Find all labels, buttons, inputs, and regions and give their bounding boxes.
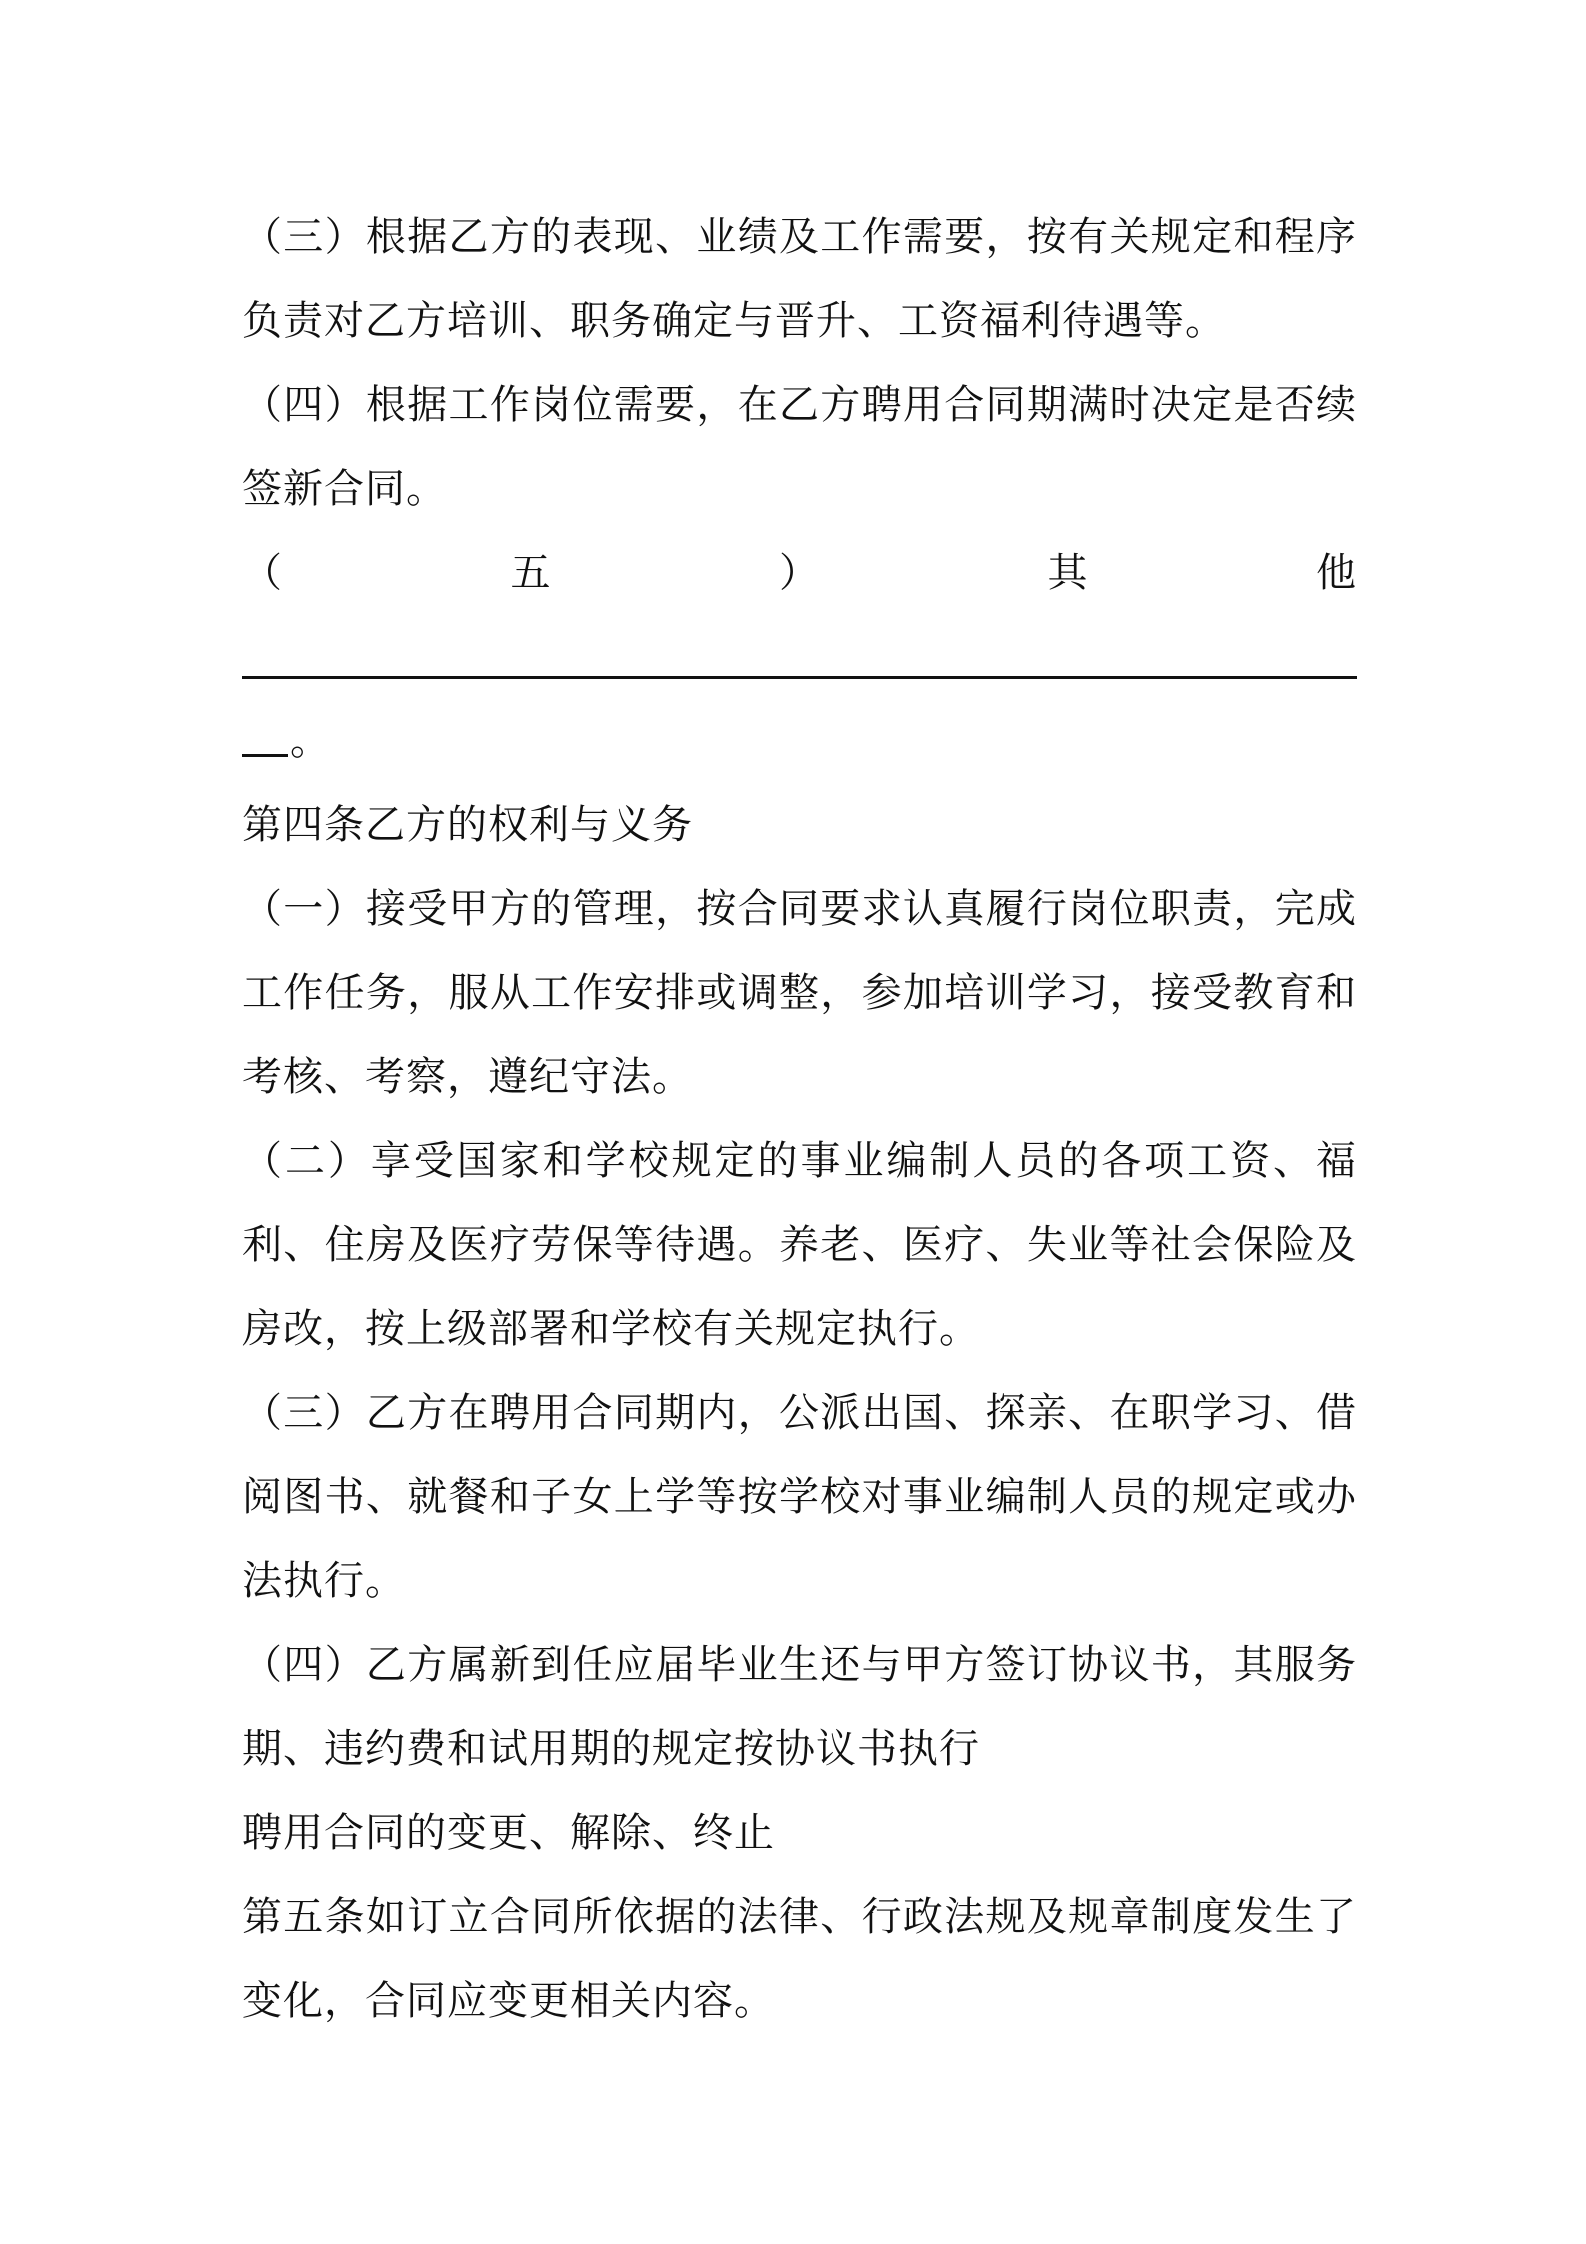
fill-in-blank-line xyxy=(242,615,1357,699)
article-4-heading: 第四条乙方的权利与义务 xyxy=(242,802,693,848)
clause-3-4-paragraph: （四）根据工作岗位需要，在乙方聘用合同期满时决定是否续签新合同。 xyxy=(242,382,1357,512)
fill-in-blank-tail xyxy=(242,699,1357,783)
blank-tail-period: 。 xyxy=(290,718,331,764)
close-paren: ） xyxy=(779,550,820,596)
clause-4-1-paragraph: （一）接受甲方的管理，按合同要求认真履行岗位职责，完成工作任务，服从工作安排或调整，参加培训学习，接受教育和考核、考察，遵纪守法。 xyxy=(242,886,1357,1100)
clause-4-4-paragraph: （四）乙方属新到任应届毕业生还与甲方签订协议书，其服务期、违约费和试用期的规定按协议书执行 xyxy=(242,1642,1357,1772)
other-word-2: 他 xyxy=(1316,550,1357,596)
open-paren: （ xyxy=(242,550,283,596)
section-heading-contract-changes: 聘用合同的变更、解除、终止 xyxy=(242,1810,775,1856)
article-5-paragraph: 第五条如订立合同所依据的法律、行政法规及规章制度发生了变化，合同应变更相关内容。 xyxy=(242,1894,1357,2024)
document-body xyxy=(242,195,1357,2043)
clause-3-5-other-line xyxy=(242,531,1357,615)
other-word-1: 其 xyxy=(1047,550,1089,596)
item-number: 五 xyxy=(510,550,552,596)
blank-underline xyxy=(242,676,1357,679)
clause-4-3-paragraph: （三）乙方在聘用合同期内，公派出国、探亲、在职学习、借阅图书、就餐和子女上学等按学校对事业编制人员的规定或办法执行。 xyxy=(242,1390,1357,1604)
clause-3-3-paragraph: （三）根据乙方的表现、业绩及工作需要，按有关规定和程序负责对乙方培训、职务确定与晋升、工资福利待遇等。 xyxy=(242,214,1357,344)
blank-underline-tail xyxy=(242,714,288,757)
clause-4-2-paragraph: （二）享受国家和学校规定的事业编制人员的各项工资、福利、住房及医疗劳保等待遇。养老、医疗、失业等社会保险及房改，按上级部署和学校有关规定执行。 xyxy=(242,1138,1357,1352)
